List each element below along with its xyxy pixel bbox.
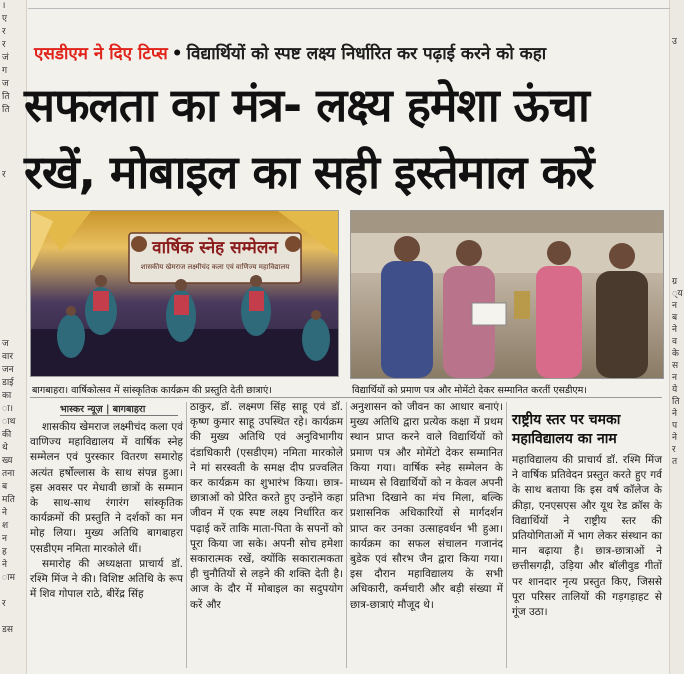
margin-fragment: का bbox=[2, 391, 12, 401]
margin-fragment: ब bbox=[2, 482, 8, 492]
photo-felicitation bbox=[350, 210, 664, 379]
margin-fragment: ने bbox=[2, 560, 7, 570]
column-1-paragraph-2: समारोह की अध्यक्षता प्राचार्य डॉ. रश्मि मिंज ने की। विशिष्ट अतिथि के रूप में शिव गोपाल राठे, बीरेंद्र सिंह bbox=[30, 557, 183, 601]
article-kicker bbox=[34, 41, 668, 64]
margin-fragment: न bbox=[672, 373, 677, 383]
margin-fragment bbox=[0, 130, 26, 143]
margin-fragment: र bbox=[672, 445, 676, 455]
margin-fragment bbox=[670, 132, 684, 144]
photo1-caption: बागबाहरा। वार्षिकोत्सव में सांस्कृतिक कार्यक्रम की प्रस्तुति देती छात्राएं। bbox=[32, 385, 272, 396]
column-2: ठाकुर, डॉ. लक्ष्मण सिंह साहू एवं डॉ. कृष्ण कुमार साहू उपस्थित रहे। कार्यक्रम की मुख्य अतिथि एवं अनुविभागीय दंडाधिकारी (एसडीएम) नमिता मारकोले ने मां सरस्वती के समक्ष दीप प्रज्वलित कर कार्यक्रम का शुभारंभ किया। छात्र-छात्राओं को प्रेरित करते हुए उन्होंने कहा जीवन में एक स्पष्ट लक्ष्य निर्धारित कर पढ़ाई करें ताकि माता-पिता के सपनों को पूरा किया जा सके। अपनी सोच हमेशा सकारात्मक रखें, क्योंकि सकारात्मकता ही चुनौतियों से लड़ने की शक्ति देती है। आज के दौर में मोबाइल का सदुपयोग करें और bbox=[190, 401, 343, 611]
margin-fragment: ा। bbox=[2, 404, 14, 414]
margin-fragment: । bbox=[2, 1, 6, 11]
margin-fragment bbox=[670, 228, 684, 240]
margin-fragment: ये bbox=[672, 385, 678, 395]
margin-fragment: श bbox=[2, 521, 9, 531]
margin-fragment bbox=[0, 234, 26, 247]
margin-fragment bbox=[0, 195, 26, 208]
margin-fragment: ब bbox=[672, 313, 678, 323]
margin-fragment bbox=[670, 0, 684, 12]
margin-fragment bbox=[0, 247, 26, 260]
banner-subtitle: शासकीय खेमराज लक्ष्मीचंद कला एवं वाणिज्य महाविद्यालय bbox=[140, 263, 290, 271]
margin-fragment bbox=[670, 264, 684, 276]
margin-fragment bbox=[670, 204, 684, 216]
margin-fragment: ए bbox=[2, 14, 7, 24]
margin-fragment: ने bbox=[672, 433, 677, 443]
margin-fragment bbox=[0, 143, 26, 156]
divider-under-photos bbox=[30, 397, 662, 398]
margin-fragment: न bbox=[2, 534, 7, 544]
margin-fragment: ने bbox=[672, 325, 677, 335]
photo2-caption: विद्यार्थियों को प्रमाण पत्र और मोमेंटो देकर सम्मानित करतीं एसडीएम। bbox=[352, 385, 587, 396]
margin-fragment: र bbox=[2, 599, 6, 609]
margin-fragment: की bbox=[2, 430, 12, 440]
left-margin-column bbox=[0, 0, 27, 674]
margin-fragment: डाई bbox=[2, 378, 14, 388]
margin-fragment: जं bbox=[2, 53, 9, 63]
margin-fragment bbox=[670, 252, 684, 264]
margin-fragment: प bbox=[672, 421, 678, 431]
photo-cultural-program bbox=[30, 210, 339, 377]
headline-line-1: सफलता का मंत्र- लक्ष्य हमेशा ऊंचा bbox=[24, 78, 589, 132]
column-rule-3 bbox=[506, 402, 507, 668]
margin-fragment: ाथ bbox=[2, 417, 16, 427]
right-margin-text-list bbox=[670, 0, 684, 468]
column-rule-2 bbox=[346, 402, 347, 668]
margin-fragment: र bbox=[2, 27, 6, 37]
margin-fragment: र bbox=[2, 40, 6, 50]
margin-fragment: न bbox=[672, 301, 677, 311]
margin-fragment bbox=[670, 12, 684, 24]
margin-fragment: स bbox=[672, 361, 679, 371]
margin-fragment bbox=[670, 60, 684, 72]
margin-fragment: व bbox=[672, 337, 678, 347]
felicitation-illustration bbox=[351, 211, 663, 378]
headline-line-2: रखें, मोबाइल का सही इस्तेमाल करें bbox=[24, 145, 594, 199]
margin-fragment bbox=[670, 240, 684, 252]
margin-fragment: ह bbox=[2, 547, 7, 557]
column-4-subheading: राष्ट्रीय स्तर पर चमका महाविद्यालय का नाम bbox=[512, 412, 621, 447]
margin-fragment bbox=[670, 48, 684, 60]
margin-fragment: ति bbox=[2, 92, 10, 102]
margin-fragment: ज bbox=[2, 79, 9, 89]
margin-fragment: ग bbox=[2, 66, 8, 76]
margin-fragment bbox=[0, 260, 26, 273]
margin-fragment bbox=[0, 585, 26, 598]
margin-fragment: ख्य bbox=[2, 456, 13, 466]
top-cutoff-line bbox=[28, 0, 670, 9]
margin-fragment bbox=[0, 273, 26, 286]
margin-fragment: वार bbox=[2, 352, 14, 362]
margin-fragment: ्य bbox=[672, 289, 683, 299]
margin-fragment: ति bbox=[672, 397, 680, 407]
margin-fragment: ग्र bbox=[672, 277, 678, 287]
margin-fragment: तना bbox=[2, 469, 15, 479]
margin-fragment: ने bbox=[2, 508, 7, 518]
margin-fragment bbox=[670, 24, 684, 36]
margin-fragment: जन bbox=[2, 365, 14, 375]
banner-title: वार्षिक स्नेह सम्मेलन bbox=[152, 238, 278, 258]
margin-fragment: मति bbox=[2, 495, 15, 505]
margin-fragment bbox=[0, 182, 26, 195]
margin-fragment: ाम bbox=[2, 573, 16, 583]
margin-fragment: डस bbox=[2, 625, 13, 635]
margin-fragment: ति bbox=[2, 105, 10, 115]
margin-fragment bbox=[0, 325, 26, 338]
byline: भास्कर न्यूज़ | बागबाहरा bbox=[60, 402, 178, 416]
margin-fragment: ने bbox=[672, 409, 677, 419]
margin-fragment bbox=[670, 216, 684, 228]
margin-fragment bbox=[0, 611, 26, 624]
margin-fragment bbox=[0, 208, 26, 221]
margin-fragment bbox=[0, 299, 26, 312]
column-1-paragraph-1: शासकीय खेमराज लक्ष्मीचंद कला एवं वाणिज्य महाविद्यालय में वार्षिक स्नेह सम्मेलन एवं पुरस्कार वितरण समारोह अत्यंत हर्षोल्लास के साथ संपन्न हुआ। इस अवसर पर मेधावी छात्रों के सम्मान के साथ-साथ रंगारंग सांस्कृतिक कार्यक्रमों की प्रस्तुति ने दर्शकों का मन मोह लिया। मुख्य अतिथि बागबाहरा एसडीएम नमिता मारकोले थीं। bbox=[30, 421, 183, 555]
margin-fragment: ज bbox=[2, 339, 9, 349]
kicker-highlight: एसडीएम ने दिए टिप्स bbox=[34, 44, 168, 64]
kicker-text: विद्यार्थियों को स्पष्ट लक्ष्य निर्धारित कर पढ़ाई करने को कहा bbox=[186, 44, 547, 64]
margin-fragment: र bbox=[2, 170, 6, 180]
margin-fragment bbox=[0, 117, 26, 130]
margin-fragment: के bbox=[672, 349, 679, 359]
kicker-bullet: • bbox=[171, 44, 183, 64]
column-4: महाविद्यालय की प्राचार्य डॉ. रश्मि मिंज ने वार्षिक प्रतिवेदन प्रस्तुत करते हुए गर्व के साथ बताया कि इस वर्ष कॉलेज के क्रीड़ा, एनएसएस और यूथ रेड क्रॉस के विद्यार्थियों ने राष्ट्रीय स्तर की प्रतियोगिताओं में भाग लेकर संस्थान का मान बढ़ाया है। छात्र-छात्राओं ने छत्तीसगढ़ी, उड़िया और बॉलीवुड गीतों पर शानदार नृत्य प्रस्तुत किए, जिससे पूरा परिसर तालियों की गड़गड़ाहट से गूंज उठा। bbox=[512, 454, 662, 619]
column-3: अनुशासन को जीवन का आधार बनाएं। मुख्य अतिथि द्वारा प्रत्येक कक्षा में प्रथम स्थान प्राप्त करने वाले विद्यार्थियों को प्रमाण पत्र और मोमेंटो देकर सम्मानित किया गया। वार्षिक स्नेह सम्मेलन के माध्यम से विद्यार्थियों को न केवल अपनी प्रतिभा दिखाने का मंच मिला, बल्कि प्रशासनिक अधिकारियों से मार्गदर्शन प्राप्त कर उनका उत्साहवर्धन भी हुआ। कार्यक्रम का सफल संचालन गजानंद बुडेक एवं सौरभ जैन द्वारा किया गया। इस दौरान महाविद्यालय के सभी अधिकारी, कर्मचारी और बड़ी संख्या में छात्र-छात्राएं मौजूद थे। bbox=[350, 401, 503, 611]
column-1 bbox=[30, 420, 183, 602]
left-margin-text-list bbox=[0, 0, 26, 637]
margin-fragment bbox=[0, 286, 26, 299]
margin-fragment: उ bbox=[672, 37, 677, 47]
margin-fragment: थे bbox=[2, 443, 8, 453]
margin-fragment bbox=[0, 156, 26, 169]
margin-fragment: त bbox=[672, 457, 678, 467]
column-rule-1 bbox=[186, 402, 187, 668]
margin-fragment bbox=[0, 221, 26, 234]
margin-fragment bbox=[0, 312, 26, 325]
